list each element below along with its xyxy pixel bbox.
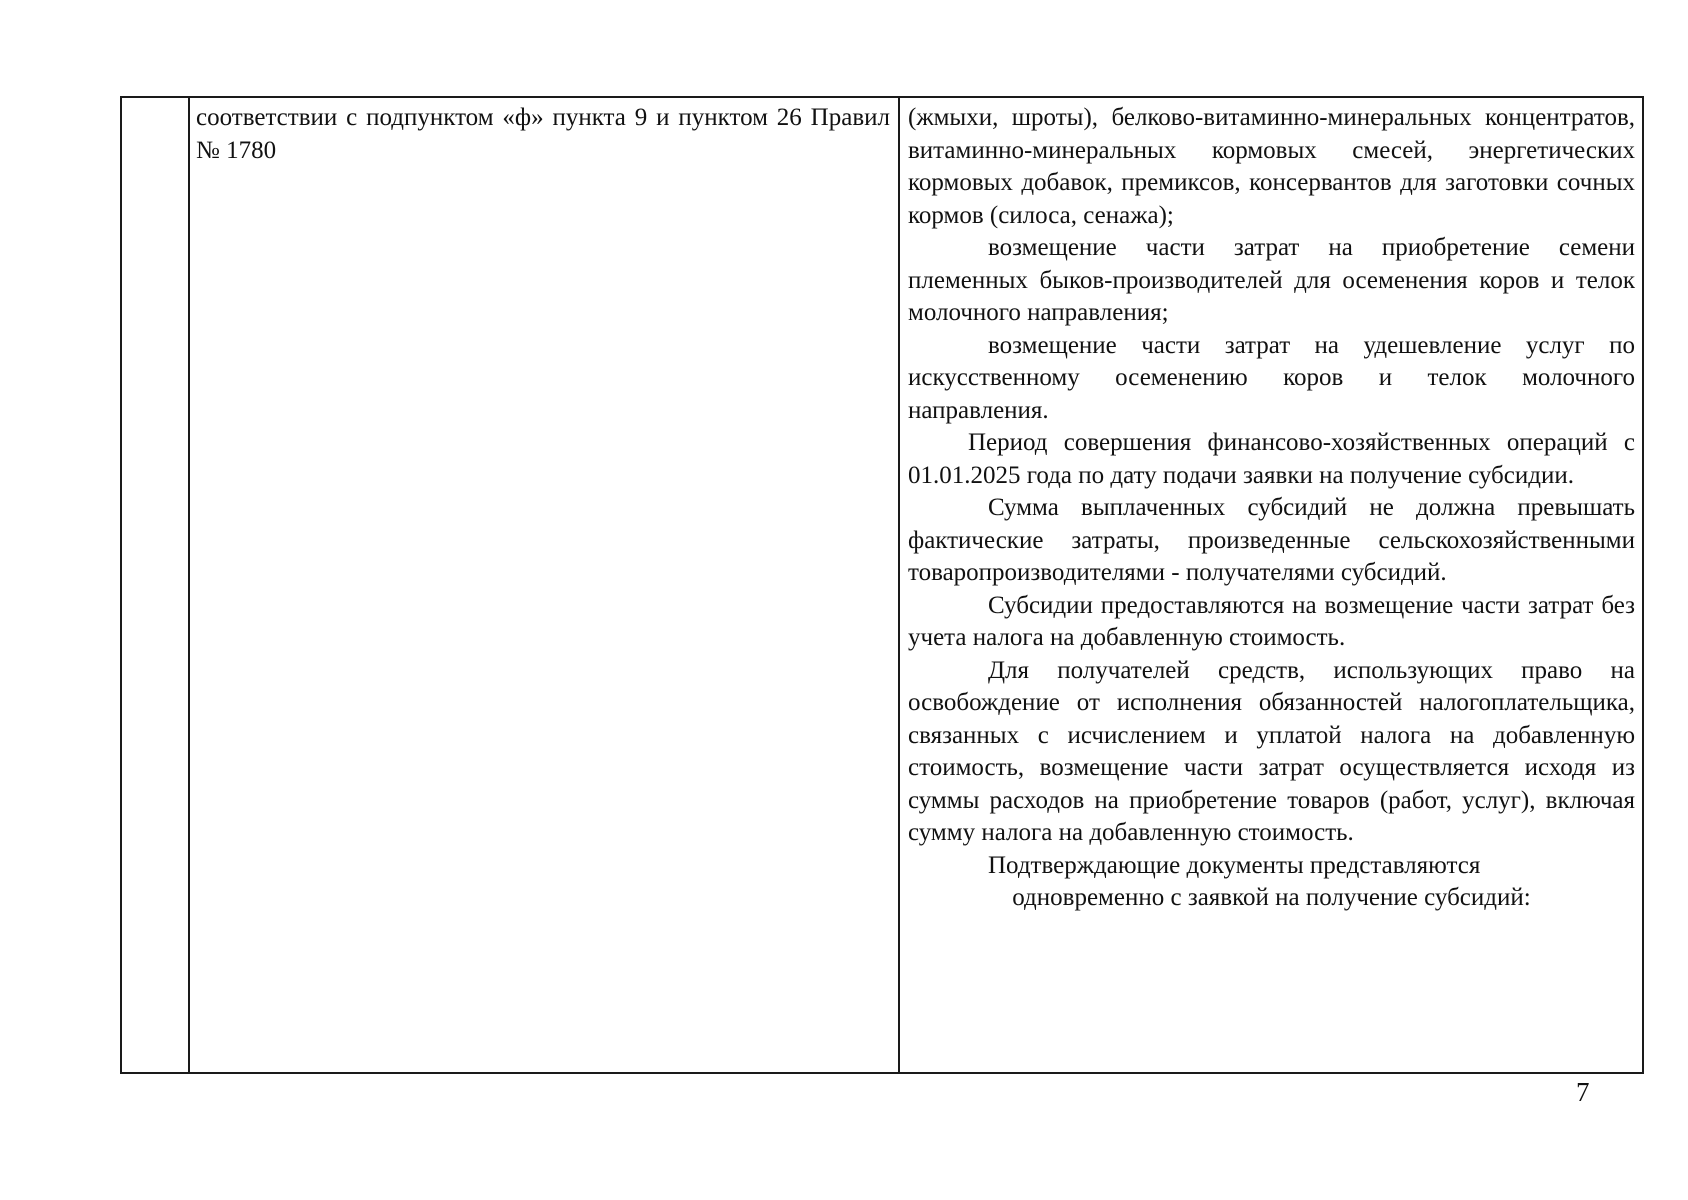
document-table [120,96,1644,1074]
table-cell-description [908,102,1635,915]
condition-text: соответствии с подпунктом «ф» пункта 9 и пунктом 26 Правил № 1780 [196,104,890,164]
page-number: 7 [1576,1077,1590,1107]
column-divider-2 [898,98,900,1072]
description-paragraph-3: возмещение части затрат на удешевление услуг по искусственному осеменению коров и телок молочного направления. [908,331,1635,424]
description-paragraph-9: одновременно с заявкой на получение субсидий: [1012,884,1531,911]
description-paragraph-5: Сумма выплаченных субсидий не должна превышать фактические затраты, произведенные сельскохозяйственными товаропроизводителями - получателями субсидий. [908,494,1635,586]
table-cell-condition [196,102,890,167]
description-paragraph-1: (жмыхи, шроты), белково-витаминно-минеральных концентратов, витаминно-минеральных кормовых смесей, энергетических кормовых добавок, премиксов, консервантов для заготовки сочных кормов (силоса, сенажа); [908,104,1635,229]
description-paragraph-4: Период совершения финансово-хозяйственных операций с 01.01.2025 года по дату подачи заявки на получение субсидии. [908,429,1635,489]
description-paragraph-7: Для получателей средств, использующих право на освобождение от исполнения обязанностей налогоплательщика, связанных с исчислением и уплатой налога на добавленную стоимость, возмещение части затрат осуществляется исходя из суммы расходов на приобретение товаров (работ, услуг), включая сумму налога на добавленную стоимость. [908,656,1635,846]
description-paragraph-2: возмещение части затрат на приобретение семени племенных быков-производителей для осеменения коров и телок молочного направления; [908,234,1635,326]
description-paragraph-8: Подтверждающие документы представляются [988,851,1481,879]
column-divider-1 [188,98,190,1072]
description-paragraph-6: Субсидии предоставляются на возмещение части затрат без учета налога на добавленную стоимость. [908,591,1635,651]
